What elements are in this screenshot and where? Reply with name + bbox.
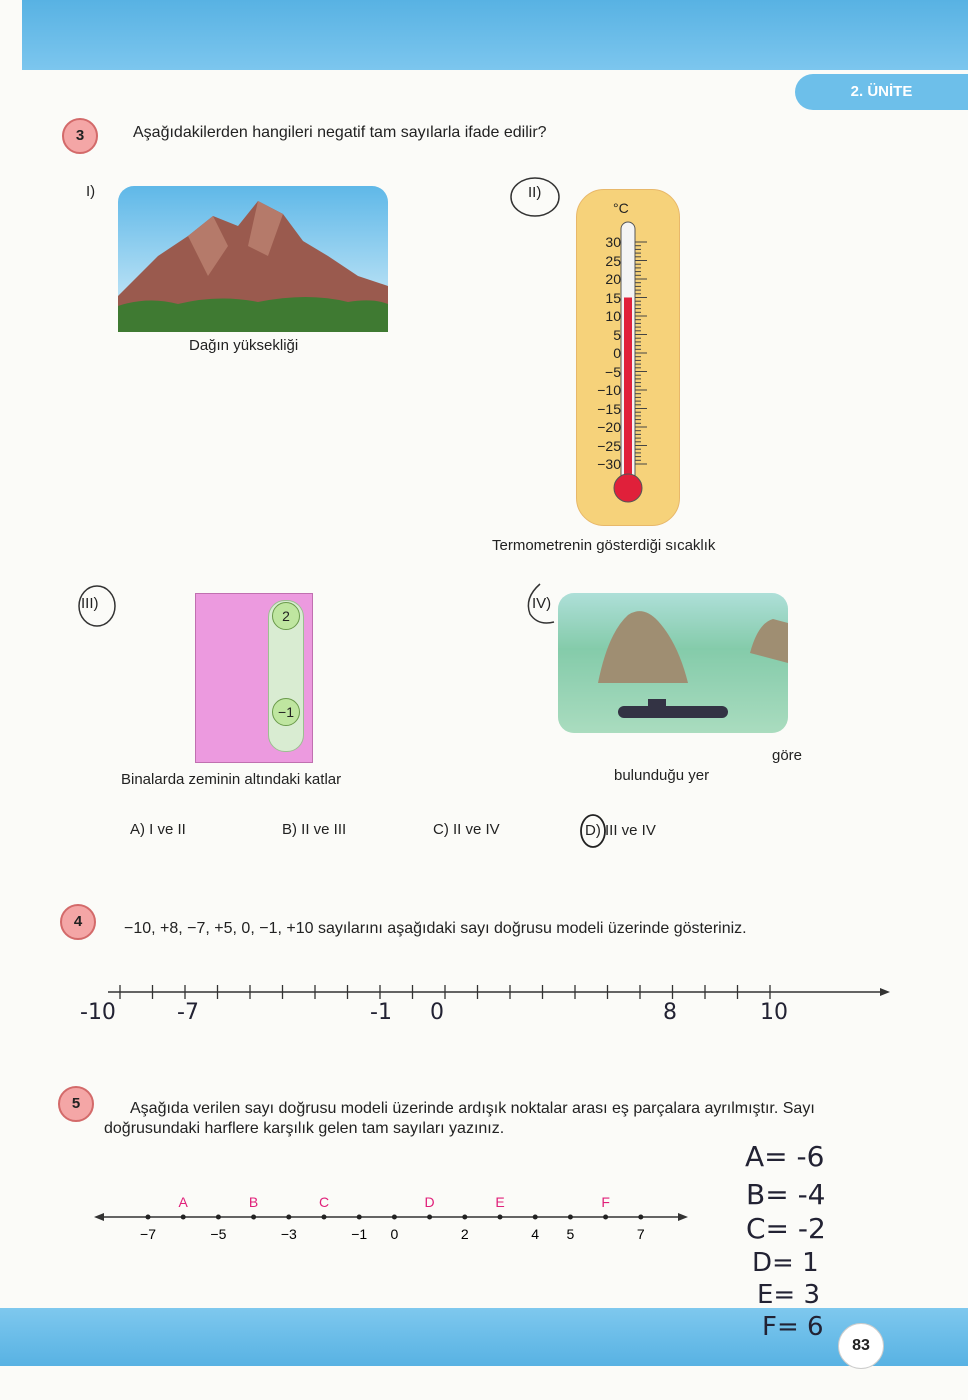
question-4-text: −10, +8, −7, +5, 0, −1, +10 sayılarını aşağıdaki sayı doğrusu modeli üzerinde gösteriniz. [124,920,747,937]
thermometer-icon [607,218,667,518]
option-d[interactable]: D) III ve IV [585,822,656,839]
thermometer-scale-label: −20 [597,419,621,435]
floor-badge-top: 2 [272,602,300,630]
handwritten-answer-a: A= -6 [745,1140,825,1173]
point-letter: A [178,1194,188,1210]
number-line-point [322,1215,327,1220]
number-line-point [638,1215,643,1220]
point-letter: F [601,1194,610,1210]
tick-label: 4 [531,1226,540,1242]
handwritten-label-minus10: -10 [80,1000,116,1025]
item-3-roman: III) [81,595,99,612]
handwritten-answer-b: B= -4 [746,1178,826,1211]
thermometer-scale-label: −15 [597,400,621,417]
handwritten-answer-f: F= 6 [762,1312,824,1342]
handwritten-label-minus7: -7 [177,1000,199,1025]
answer-circle-d [578,812,608,850]
thermometer-scale-label: −10 [597,382,621,398]
handwritten-label-8: 8 [663,1000,677,1025]
question-number-4: 4 [60,904,96,940]
item-1-caption: Dağın yüksekliği [189,337,299,354]
number-line-point [392,1215,397,1220]
thermometer-scale-label: 20 [605,271,621,287]
option-b[interactable]: B) II ve III [282,821,347,838]
item-3-caption: Binalarda zeminin altındaki katlar [121,771,342,788]
number-line-point [533,1215,538,1220]
thermometer-panel [576,189,680,526]
question-number-3: 3 [62,118,98,154]
tick-label: 5 [566,1226,575,1242]
item-2-caption: Termometrenin gösterdiği sıcaklık [492,537,716,554]
question-5-line1: Aşağıda verilen sayı doğrusu modeli üzerinde ardışık noktalar arası eş parçalara ayrılmıştır. Sayı [130,1100,815,1117]
handwritten-answer-d: D= 1 [752,1248,819,1278]
handwritten-circle-ii [505,170,565,220]
point-letter: B [248,1194,259,1210]
tick-label: 7 [636,1226,645,1242]
tick-label: −1 [351,1226,368,1242]
thermometer-scale-label: 15 [605,289,621,306]
number-line-point [498,1215,503,1220]
handwritten-answer-c: C= -2 [746,1212,826,1245]
option-a[interactable]: A) I ve II [130,821,186,838]
number-line-point [251,1215,256,1220]
tick-label: 0 [390,1226,399,1242]
mountain-picture [118,186,388,332]
tick-label: −3 [280,1226,297,1242]
point-letter: E [495,1194,505,1210]
thermometer-unit: °C [613,200,629,216]
building-floors-picture [195,593,313,763]
item-4-caption-right: göre [772,747,803,764]
thermometer-scale-label: 25 [605,252,621,269]
thermometer-scale-label: 10 [605,308,621,324]
handwritten-label-minus1: -1 [370,1000,392,1025]
point-letter: D [424,1194,435,1210]
tick-label: −5 [210,1226,227,1242]
submarine-picture [558,593,788,733]
item-4-caption-line2: bulunduğu yer [614,767,710,784]
thermometer-scale-label: −5 [605,363,621,380]
number-line-point [427,1215,432,1220]
question-5-line2: doğrusundaki harflere karşılık gelen tam sayıları yazınız. [104,1120,505,1137]
number-line-point [568,1215,573,1220]
number-line-point [286,1215,291,1220]
thermometer-scale-label: −25 [597,437,621,454]
number-line-point [603,1215,608,1220]
point-letter: C [318,1194,330,1210]
number-line-point [146,1215,151,1220]
number-line-point [357,1215,362,1220]
tick-label: 2 [460,1226,469,1242]
thermometer-scale-label: 30 [605,234,621,250]
page-number: 83 [838,1323,884,1369]
item-4-roman: IV) [532,595,552,612]
option-c[interactable]: C) II ve IV [433,821,500,838]
number-line-q5 [90,1185,690,1255]
item-2-roman: II) [528,184,542,201]
header-band [22,0,968,70]
item-1-roman: I) [86,183,96,200]
thermometer-scale-label: −30 [597,456,621,472]
floor-badge-bottom: −1 [272,698,300,726]
unit-tab: 2. ÜNİTE [795,74,968,110]
question-number-5: 5 [58,1086,94,1122]
question-3-text: Aşağıdakilerden hangileri negatif tam sayılarla ifade edilir? [133,124,547,141]
number-line-point [181,1215,186,1220]
number-line-point [216,1215,221,1220]
thermometer-scale-label: 0 [613,345,621,361]
thermometer-scale-label: 5 [613,326,621,343]
tick-label: −7 [140,1226,156,1242]
handwritten-label-0: 0 [430,1000,444,1025]
handwritten-answer-e: E= 3 [757,1280,821,1310]
number-line-point [462,1215,467,1220]
handwritten-label-10: 10 [760,1000,788,1025]
